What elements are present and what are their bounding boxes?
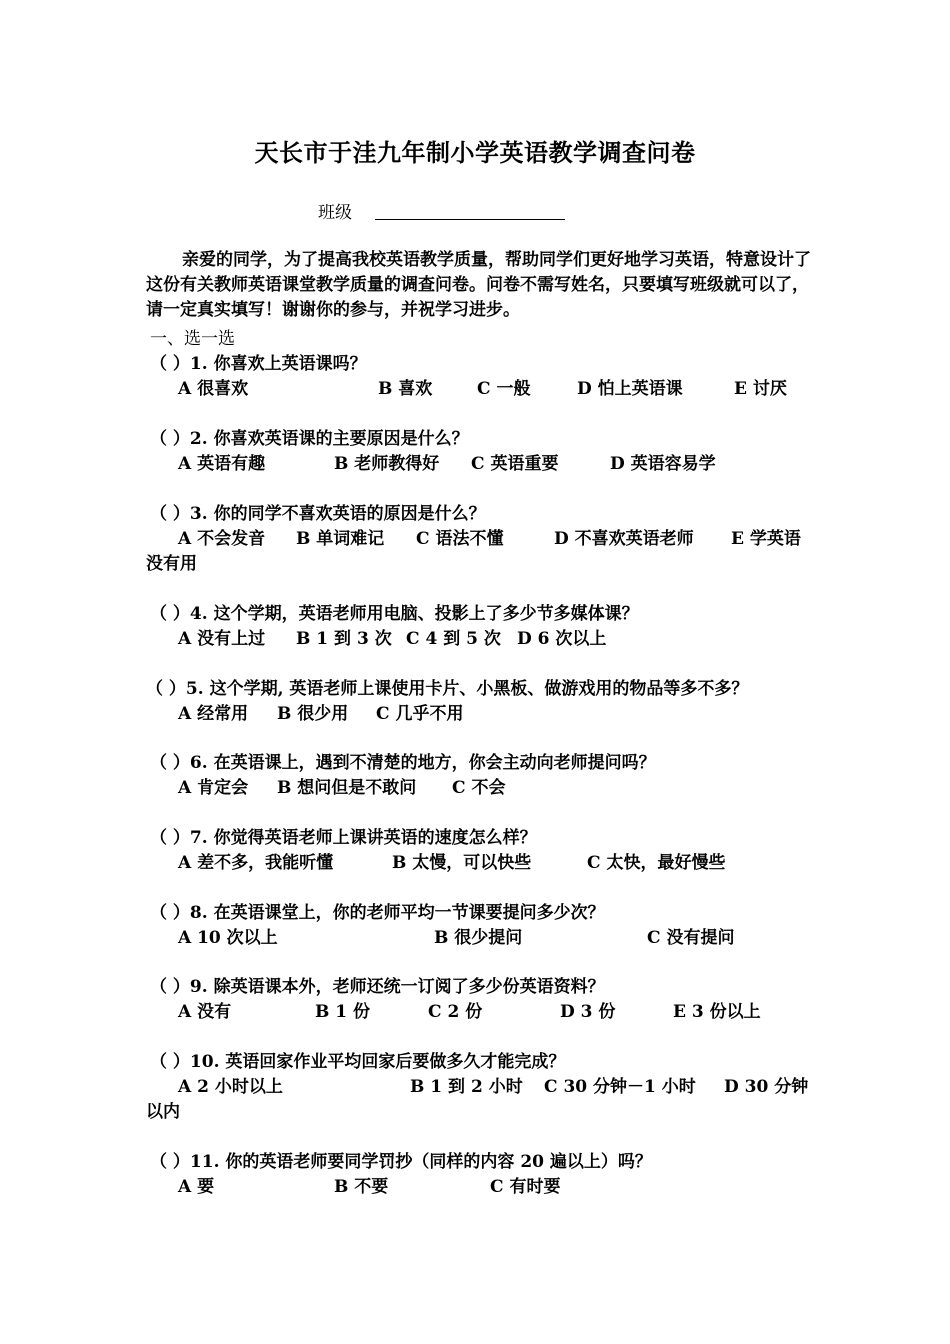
q4-option-c: C 4 到 5 次 — [406, 629, 501, 649]
q9-option-b: B 1 份 — [315, 1002, 371, 1022]
q7-option-a: A 差不多，我能听懂 — [178, 853, 334, 873]
q2-option-d: D 英语容易学 — [610, 454, 716, 474]
question-9: （ ）9. 除英语课本外，老师还统一订阅了多少份英语资料？ — [150, 977, 605, 997]
q1-option-c: C 一般 — [477, 379, 531, 399]
q3-option-a: A 不会发音 — [178, 529, 266, 549]
q3-option-e-wrap: 没有用 — [146, 554, 197, 574]
q9-option-a: A 没有 — [178, 1002, 232, 1022]
q5-option-b: B 很少用 — [277, 704, 349, 724]
q2-option-c: C 英语重要 — [471, 454, 559, 474]
question-5: （ ）5. 这个学期, 英语老师上课使用卡片、小黑板、做游戏用的物品等多不多？ — [146, 679, 749, 699]
q6-option-c: C 不会 — [452, 778, 506, 798]
q6-option-a: A 肯定会 — [178, 778, 249, 798]
q5-option-c: C 几乎不用 — [376, 704, 464, 724]
q9-option-c: C 2 份 — [428, 1002, 483, 1022]
question-2: （ ）2. 你喜欢英语课的主要原因是什么？ — [150, 429, 469, 449]
q10-option-c: C 30 分钟－1 小时 — [544, 1077, 696, 1097]
q8-option-c: C 没有提问 — [647, 928, 735, 948]
q1-option-b: B 喜欢 — [378, 379, 433, 399]
section-title: 一、选一选 — [150, 329, 235, 349]
intro-paragraph: 亲爱的同学，为了提高我校英语教学质量，帮助同学们更好地学习英语，特意设计了这份有关教师英语课堂教学质量的调查问卷。问卷不需写姓名，只要填写班级就可以了，请一定真实填写！谢谢你的参与，并祝学习进步。 — [146, 250, 811, 320]
q1-option-d: D 怕上英语课 — [577, 379, 683, 399]
page-title: 天长市于洼九年制小学英语教学调查问卷 — [254, 138, 696, 167]
q3-option-e: E 学英语 — [731, 529, 801, 549]
question-3: （ ）3. 你的同学不喜欢英语的原因是什么？ — [150, 504, 486, 524]
q9-option-e: E 3 份以上 — [673, 1002, 761, 1022]
q10-option-d: D 30 分钟 — [724, 1077, 809, 1097]
q3-option-c: C 语法不懂 — [416, 529, 504, 549]
q3-option-b: B 单词难记 — [296, 529, 385, 549]
class-label: 班级 — [318, 203, 352, 223]
q9-option-d: D 3 份 — [560, 1002, 616, 1022]
question-4: （ ）4. 这个学期，英语老师用电脑、投影上了多少节多媒体课？ — [150, 604, 639, 624]
q11-option-b: B 不要 — [334, 1177, 389, 1197]
q4-option-b: B 1 到 3 次 — [296, 629, 392, 649]
question-11: （ ）11. 你的英语老师要同学罚抄（同样的内容 20 遍以上）吗？ — [150, 1152, 652, 1172]
q10-option-d-wrap: 以内 — [146, 1102, 180, 1122]
question-7: （ ）7. 你觉得英语老师上课讲英语的速度怎么样？ — [150, 828, 537, 848]
q11-option-a: A 要 — [178, 1177, 215, 1197]
q1-option-e: E 讨厌 — [734, 379, 787, 399]
question-1: （ ）1. 你喜欢上英语课吗？ — [150, 354, 367, 374]
q10-option-a: A 2 小时以上 — [178, 1077, 283, 1097]
q2-option-a: A 英语有趣 — [178, 454, 266, 474]
q7-option-b: B 太慢，可以快些 — [392, 853, 532, 873]
q7-option-c: C 太快，最好慢些 — [587, 853, 726, 873]
question-6: （ ）6. 在英语课上，遇到不清楚的地方，你会主动向老师提问吗？ — [150, 753, 656, 773]
q4-option-d: D 6 次以上 — [517, 629, 607, 649]
q4-option-a: A 没有上过 — [178, 629, 266, 649]
q8-option-b: B 很少提问 — [434, 928, 523, 948]
class-field-line[interactable] — [375, 219, 565, 220]
q6-option-b: B 想问但是不敢问 — [277, 778, 417, 798]
q2-option-b: B 老师教得好 — [334, 454, 440, 474]
question-10: （ ）10. 英语回家作业平均回家后要做多久才能完成？ — [150, 1052, 566, 1072]
q11-option-c: C 有时要 — [490, 1177, 561, 1197]
q3-option-d: D 不喜欢英语老师 — [554, 529, 694, 549]
q10-option-b: B 1 到 2 小时 — [410, 1077, 523, 1097]
q1-option-a: A 很喜欢 — [178, 379, 249, 399]
q5-option-a: A 经常用 — [178, 704, 249, 724]
question-8: （ ）8. 在英语课堂上，你的老师平均一节课要提问多少次？ — [150, 903, 605, 923]
q8-option-a: A 10 次以上 — [178, 928, 278, 948]
